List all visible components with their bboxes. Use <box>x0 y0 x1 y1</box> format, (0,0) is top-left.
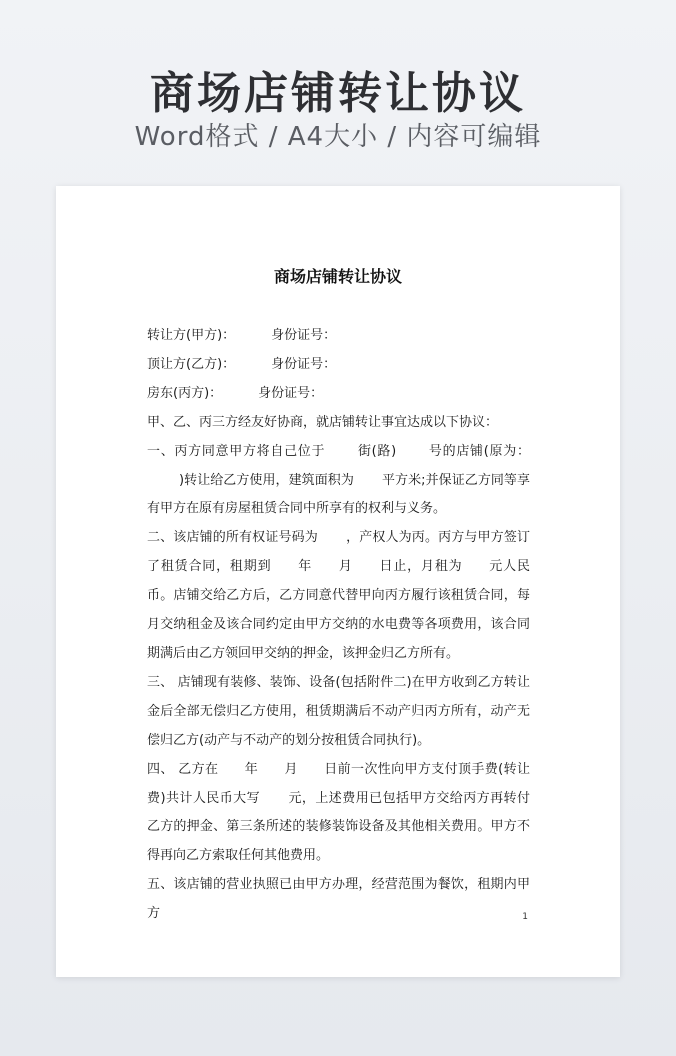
clause-1-text-e: 平方米;并保证乙方同等享有甲方在原有房屋租赁合同中所享有的权利与义务。 <box>147 472 530 517</box>
clause-4-text-b: 年 <box>244 761 259 777</box>
clause-2 <box>147 524 530 669</box>
clause-2-text-b: ，产权人为丙。丙方与甲方签订了租赁合同，租期到 <box>147 530 530 575</box>
clause-1 <box>147 438 530 525</box>
transferor-id-label: 身份证号： <box>271 328 337 343</box>
transferee-label: 顶让方(乙方)： <box>147 356 236 372</box>
clause-4-text-a: 四、 乙方在 <box>147 761 219 777</box>
clause-1-text-d: )转让给乙方使用，建筑面积为 <box>179 472 354 488</box>
document-title: 商场店铺转让协议 <box>273 267 402 286</box>
page-number: 1 <box>522 912 528 922</box>
document-page <box>56 186 620 977</box>
landlord-label: 房东(丙方)： <box>147 385 223 401</box>
clause-2-text-d: 月 <box>338 559 353 575</box>
clause-2-text-a: 二、该店铺的所有权证号码为 <box>147 530 318 546</box>
clause-1-text-c: 号的店铺(原为： <box>428 443 530 459</box>
clause-4-text-d: 日前一次性向甲方支付顶手费(转让费)共计人民币大写 <box>147 761 530 806</box>
party-transferor <box>147 322 530 351</box>
landlord-id-label: 身份证号： <box>258 385 324 401</box>
document-body <box>147 322 530 929</box>
hero-subtitle: Word格式 / A4大小 / 内容可编辑 <box>134 122 542 152</box>
clause-3: 三、 店铺现有装修、装饰、设备(包括附件二)在甲方收到乙方转让金后全部无偿归乙方使用，租赁期满后不动产归丙方所有，动产无偿归乙方(动产与不动产的划分按租赁合同执行)。 <box>147 674 530 748</box>
transferor-label: 转让方(甲方)： <box>147 328 236 343</box>
clause-4 <box>147 756 530 872</box>
party-transferee <box>147 351 530 380</box>
intro-paragraph: 甲、乙、丙三方经友好协商，就店铺转让事宜达成以下协议： <box>147 414 499 430</box>
clause-2-text-e: 日止，月租为 <box>378 559 463 575</box>
clause-4-text-e: 元，上述费用已包括甲方交给丙方再转付乙方的押金、第三条所述的装修装饰设备及其他相关费用。甲方不得再向乙方索取任何其他费用。 <box>147 790 530 864</box>
clause-5: 五、该店铺的营业执照已由甲方办理，经营范围为餐饮，租期内甲方 <box>147 877 530 922</box>
clause-2-text-f: 元人民币。店铺交给乙方后，乙方同意代替甲向丙方履行该租赁合同，每月交纳租金及该合同约定由甲方交纳的水电费等各项费用，该合同期满后由乙方领回甲交纳的押金，该押金归乙方所有。 <box>147 559 530 661</box>
clause-1-text-a: 一、丙方同意甲方将自己位于 <box>147 443 326 459</box>
party-landlord <box>147 380 530 409</box>
clause-4-text-c: 月 <box>284 761 298 777</box>
clause-1-text-b: 街(路) <box>357 443 397 459</box>
hero-title: 商场店铺转让协议 <box>150 68 526 119</box>
transferee-id-label: 身份证号： <box>271 356 337 372</box>
clause-2-text-c: 年 <box>297 559 313 575</box>
